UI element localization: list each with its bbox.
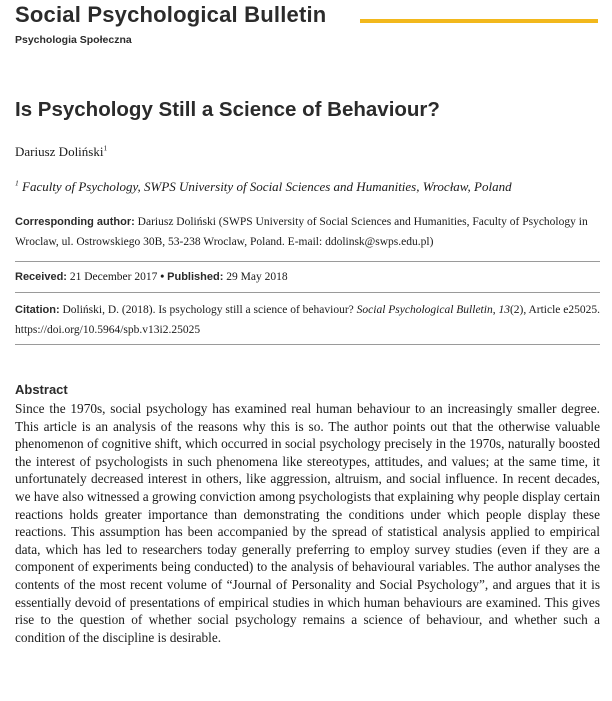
author-line [15,144,107,160]
author-name: Dariusz Doliński [15,144,104,159]
article-title: Is Psychology Still a Science of Behaviour? [15,98,440,121]
published-label: Published: [167,271,224,283]
published-date: 29 May 2018 [226,271,288,283]
corresponding-author [15,212,600,252]
corresponding-label: Corresponding author: [15,216,135,228]
divider-middle [15,292,600,293]
citation-issue: (2), Article e25025. [509,304,601,316]
received-date: 21 December 2017 [69,271,158,283]
citation [15,300,600,340]
publication-dates [15,271,288,283]
received-label: Received: [15,271,67,283]
affiliation-line [15,179,512,195]
divider-bottom [15,344,600,345]
journal-subtitle: Psychologia Społeczna [15,34,132,46]
date-separator: • [160,271,165,283]
citation-text: Doliński, D. (2018). Is psychology still a science of behaviour? [62,304,354,316]
journal-title: Social Psychological Bulletin [15,2,327,27]
abstract-heading: Abstract [15,382,68,397]
citation-journal: Social Psychological Bulletin [356,304,493,316]
affiliation-text: Faculty of Psychology, SWPS University of Social Sciences and Humanities, Wrocław, Poland [22,179,512,194]
email-link[interactable]: ddolinsk@swps.edu.pl [325,236,430,248]
journal-accent-rule [360,19,598,23]
corresponding-closing: ) [429,236,434,248]
corresponding-text: Dariusz Doliński (SWPS University of Social Sciences and Humanities, Faculty of Psychology in Wroclaw, ul. Ostrowskiego 30B, 53-238 Wroclaw, Poland. E-mail: [15,216,588,248]
abstract-text: Since the 1970s, social psychology has examined real human behaviour to an increasingly smaller degree. This article is an analysis of the reasons why this is so. The author points out that the otherwise valuable phenomenon of cognitive shift, which occurred in social psychology precisely in the 1970s, naturally boosted the interest of psychologists in such phenomena like stereotypes, attitudes, and values; at the same time, it unfortunately decreased interest in others, like aggression, altruism, and social influence. In recent decades, we have also witnessed a growing conviction among psychologists that explaining why people display certain reactions holds greater importance than demonstrating the conditions under which people display these reactions. This assumption has been accompanied by the spread of statistical analysis applied to empirical data, which has led to researchers today generally preferring to employ survey studies (even if they are a component of experiments being conducted) to the analysis of behavioural variables. The author analyses the contents of the most recent volume of “Journal of Personality and Social Psychology”, and argues that it is essentially devoid of presentations of empirical studies in which human behaviours are examined. This gives rise to the question of whether social psychology remains a science of behaviour, and whether such a condition of the discipline is desirable. [15,401,600,645]
author-superscript: 1 [103,143,108,153]
citation-separator: , [492,304,496,316]
affiliation-superscript: 1 [15,178,19,188]
divider-top [15,261,600,262]
citation-label: Citation: [15,304,60,316]
doi-link[interactable]: https://doi.org/10.5964/spb.v13i2.25025 [15,324,201,336]
citation-volume: 13 [498,304,510,316]
